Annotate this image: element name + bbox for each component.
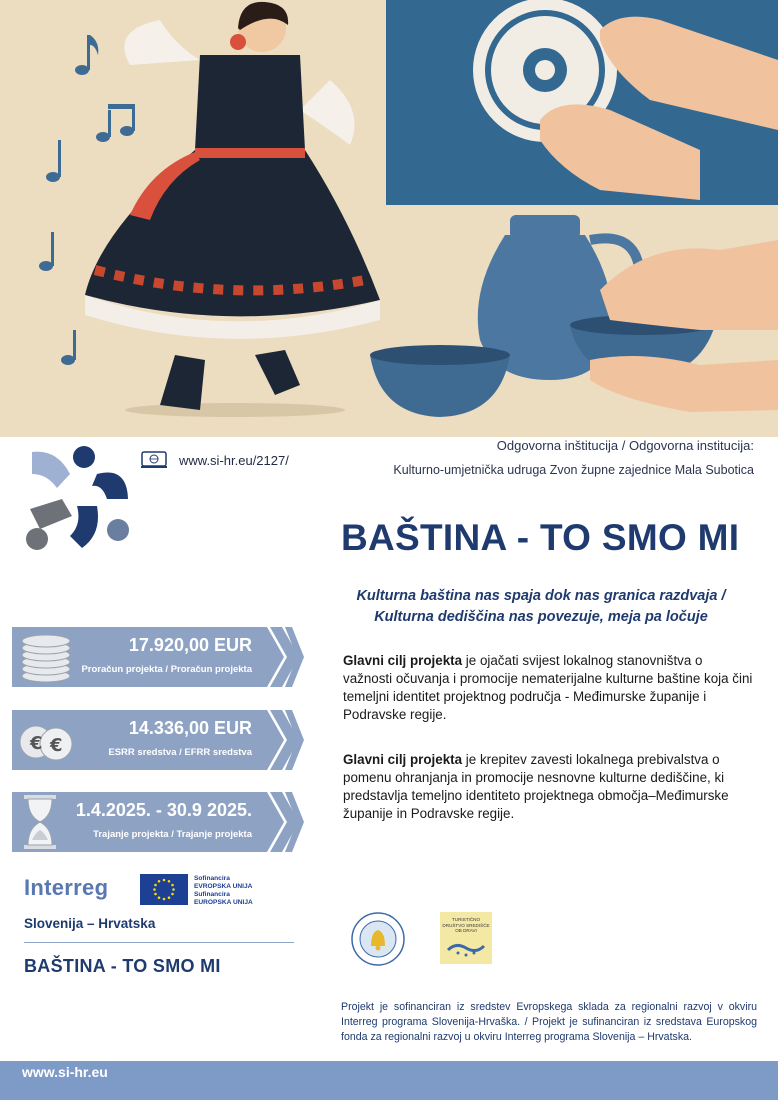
goal-text: je krepitev zavesti lokalnega prebivalstva o pomenu ohranjanja in promocije nesnovne kulturne dediščine, ki predstavlja temeljno identiteto projektnega območja–Međimurske županije in Podravske regije. bbox=[343, 752, 729, 821]
eu-line-3: Sufinancira bbox=[194, 891, 230, 898]
eu-line-4: EUROPSKA UNIJA bbox=[194, 899, 253, 906]
responsible-institution-label: Odgovorna inštitucija / Odgovorna institucija: bbox=[496, 438, 754, 453]
coins-icon bbox=[18, 632, 76, 684]
subtitle-line-1: Kulturna baština nas spaja dok nas granica razdvaja / bbox=[356, 588, 726, 604]
partner-logo-text: TURISTIČNO DRUŠTVO SREDIŠČE OB DRAVI bbox=[442, 917, 490, 933]
footer-website-link[interactable]: www.si-hr.eu bbox=[22, 1064, 108, 1080]
partner-logo-bell bbox=[351, 912, 405, 966]
svg-text:€: € bbox=[30, 733, 43, 754]
goal-lead: Glavni cilj projekta bbox=[343, 653, 463, 668]
eu-flag-icon bbox=[140, 874, 188, 905]
programme-region: Slovenija – Hrvatska bbox=[24, 916, 156, 931]
interreg-logo-text: Interreg bbox=[24, 875, 109, 900]
divider bbox=[24, 942, 294, 943]
responsible-institution-name: Kulturno-umjetnička udruga Zvon župne zajednice Mala Subotica bbox=[393, 463, 754, 477]
budget-label: Proračun projekta / Proračun projekta bbox=[81, 664, 252, 675]
erdf-label: ESRR sredstva / EFRR sredstva bbox=[108, 747, 252, 758]
goal-paragraph-hr bbox=[343, 652, 753, 724]
website-row bbox=[141, 451, 289, 469]
page-title: BAŠTINA - TO SMO MI bbox=[341, 517, 740, 558]
goal-lead: Glavni cilj projekta bbox=[343, 752, 463, 767]
budget-banner bbox=[12, 627, 304, 687]
footer-project-title: BAŠTINA - TO SMO MI bbox=[24, 956, 221, 976]
duration-banner bbox=[12, 792, 304, 852]
subtitle-line-2: Kulturna dediščina nas povezuje, meja pa ločuje bbox=[374, 609, 708, 625]
duration-value: 1.4.2025. - 30.9 2025. bbox=[75, 800, 252, 820]
erdf-banner bbox=[12, 710, 304, 770]
budget-value: 17.920,00 EUR bbox=[128, 635, 252, 655]
goal-paragraph-sl bbox=[343, 751, 753, 823]
euro-coins-icon bbox=[16, 722, 76, 762]
globe-icon bbox=[141, 451, 167, 469]
eu-funding-text bbox=[194, 875, 253, 907]
goal-text: je ojačati svijest lokalnog stanovništva o važnosti očuvanja i promocije nematerijalne kulturne baštine koja čini temeljni identitet projektnog područja - Međimurske županije i Podravske regije. bbox=[343, 653, 753, 722]
duration-label: Trajanje projekta / Trajanje projekta bbox=[93, 829, 252, 840]
footer-bar bbox=[0, 1061, 778, 1100]
eu-line-2: EVROPSKA UNIJA bbox=[194, 883, 253, 890]
subtitle bbox=[320, 586, 762, 628]
partner-logo-tourist-society bbox=[440, 912, 492, 964]
hourglass-icon bbox=[22, 794, 58, 850]
wave-icon bbox=[446, 938, 486, 958]
interreg-logo-mark bbox=[22, 444, 132, 554]
hero-illustration bbox=[0, 0, 778, 437]
eu-line-1: Sofinancira bbox=[194, 875, 230, 882]
website-link[interactable]: www.si-hr.eu/2127/ bbox=[179, 452, 289, 468]
funding-disclaimer: Projekt je sofinanciran iz sredstev Evropskega sklada za regionalni razvoj v okviru Interreg programa Slovenija-Hrvaška. / Projekt je sufinanciran iz sredstava Europskog fonda za regionalni razvoj u okviru Interreg programa Slovenija – Hrvatska. bbox=[341, 1001, 757, 1043]
svg-text:€: € bbox=[50, 735, 63, 756]
erdf-value: 14.336,00 EUR bbox=[128, 718, 252, 738]
